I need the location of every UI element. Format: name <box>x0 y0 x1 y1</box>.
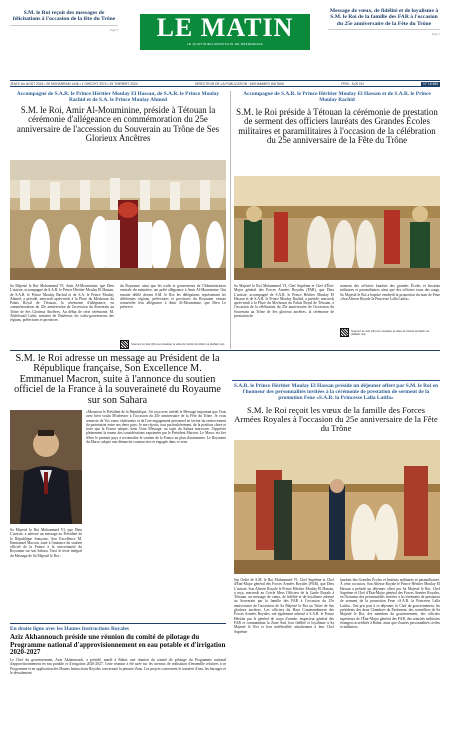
qr-note: Scannez le code QR pour visualiser la vidéo de l'article de Matin.ma (leMatin.ma) <box>131 343 225 346</box>
column-divider <box>230 91 231 349</box>
macron-body: «Monsieur le Président de la République, J'ai reçu avec intérêt le Message important que Vous avez bien voulu M'adresser à l'occasion du 25e anniversaire de la Fête du Trône. Je vous remercie de Vos vœux chaleureux et de l'ore engagement personnel en faveur du renforcement du partenariat entre nos deux pays. Je me réjouis, tout particulièrement, de la position claire et forte que la France adopte, dans Votre Message, au sujet du Sahara marocain. J'apprécie pleinement la teneur des considérations exprimées par le Président Macron. Le Maroc est fier d'être le premier pays à reconnaître le soutien de la France au plan d'autonomie. Le Royaume du Maroc adopte une démarche constructive et engagée dans ce sens. <box>86 410 226 445</box>
macron-caption: Sa Majesté le Roi Mohammed VI, que Dieu L'assiste, a adressé un message au Président de la République française, Son Excellence M. Emmanuel Macron, suite à l'annonce du soutien officiel de la France à la souveraineté du Royaume sur son Sahara. Voici le texte intégral du Message de Sa Majesté le Roi : <box>10 528 82 558</box>
left-article-qr[interactable] <box>120 340 226 349</box>
left-article-body-1: Sa Majesté le Roi Mohammed VI, Amir Al-Mouminine, que Dieu L'assiste, accompagné de S.A.R. le Prince Héritier Moulay El Hassan, de S.A.R. le Prince Moulay Rachid et de S.A. le Prince Moulay Ahmed, a présidé, mercredi après-midi à la Place du Mechouar du Palais Royal de Tétouan, la cérémonie d'allégeance, en commémoration du 25e anniversaire de l'accession du Souverain au Trône de Ses Glorieux Ancêtres. Au début de cette cérémonie, M. Abdelouafi Laftit, ministre de l'Intérieur, les walis-gouverneurs des régions, préfectures et provinces <box>10 284 114 323</box>
families-body-1: Sur Ordre de S.M. le Roi Mohammed VI, Chef Suprême et Chef d'État-Major général des Forces Armées Royales (FAR), que Dieu L'assiste, Son Altesse Royale le Prince Héritier Moulay El Hassan, a reçu, mercredi au Cercle Mess Officiers de la Garde Royale à Tétouan, un message de vœux, de fidélité et de loyalisme adressé au Souverain par la famille des FAR à l'occasion du 25e anniversaire de l'accession de Sa Majesté le Roi au Trône de Ses glorieux ancêtres. Les officiers du Haut Commandement des Forces Armées Royales, ont également adressé à S.A.R. le Prince Héritier par le général de corps d'armée, inspecteur général des FAR et commandant la Zone Sud, leur fidélité et loyalisme à Sa Majesté le Roi et leur indéfectible attachement à leur Chef Suprême <box>234 578 334 634</box>
right-teaser-page: Page 5 <box>328 29 440 37</box>
macron-headline[interactable]: S.M. le Roi adresse un message au Président de la République française, Son Excellence M. Emmanuel Macron, suite à l'annonce du soutien officiel de la France à la souveraineté du Royaume sur son Sahara <box>14 353 221 406</box>
masthead <box>10 6 440 68</box>
families-headline[interactable]: S.M. le Roi reçoit les vœux de la famille des Forces Armées Royales à l'occasion du 25e anniversaire de la Fête du Trône <box>234 405 438 433</box>
qr-note-2: Scannez le code QR pour visualiser la vidéo de l'article de Matin.ma (leMatin.ma) <box>351 329 430 336</box>
ai-kicker: En droite ligne avec les Hautes Instructions Royales <box>10 626 129 632</box>
left-article-photo <box>10 160 226 280</box>
logo-tagline: LE QUOTIDIEN MAROCAIN DE RÉFÉRENCE <box>186 42 264 46</box>
qr-code-icon <box>340 328 349 337</box>
families-kicker: S.A.R. le Prince Héritier Moulay El Hassan préside un déjeuner offert par S.M. le Roi en l'honneur des personnalités invitées à la cérémonie de prestation de serment de la promotion Feue «S.A.R. la Princesse Lalla Latifa» <box>234 383 438 402</box>
ai-headline[interactable]: Aziz Akhannouch préside une réunion du comité de pilotage du Programme national d'approvisionnement en eau potable et d'irrigation 2020-2027 <box>10 633 226 657</box>
right-article-body-1: Sa Majesté le Roi Mohammed VI, Chef Suprême et Chef d'État-Major général des Forces Armées Royales (FAR), que Dieu L'assiste, accompagné de S.A.R. le Prince Héritier Moulay El Hassan et de S.A.R. le Prince Moulay Rachid, a présidé, mercredi après-midi à la Place du Mechouar du Palais Royal de Tétouan, à l'occasion de la célébration du 25e anniversaire de l'accession du Souverain au Trône de Ses glorieux ancêtres, la cérémonie de prestation de <box>234 284 334 319</box>
left-article-kicker: Accompagné de S.A.R. le Prince Héritier Moulay El Hassan, de S.A.R. le Prince Moulay Rachid et de S.A. le Prince Moulay Ahmed <box>16 91 220 104</box>
families-photo <box>234 440 440 574</box>
logo-text: LE MATIN <box>156 13 294 42</box>
price: PRIX : 5,00 DH <box>341 81 364 86</box>
director: DIRECTEUR DE LA PUBLICATION : MOHAMMED HAITAMI <box>195 81 284 86</box>
issue-number: N° 18 589 <box>423 81 438 86</box>
logo[interactable] <box>140 14 310 50</box>
right-article-body-2: serment des officiers lauréats des grandes Écoles et Instituts militaires et paramilitaires ainsi que des officiers issus des rangs. Sa Majesté le Roi a baptisé vendredi la promotion du nom de Feue «Son Altesse Royale la Princesse Lalla Latifa». <box>340 284 440 301</box>
qr-code-icon <box>120 340 129 349</box>
right-article-headline[interactable]: S.M. le Roi préside à Tétouan la cérémonie de prestation de serment des officiers lauréats des Grandes Écoles militaires et paramilitaires à l'occasion de la célébration du 25e anniversaire de la Fête du Trône <box>236 107 438 146</box>
bottom-divider <box>10 623 226 624</box>
families-body-2: lauréats des Grandes Écoles et Instituts militaires et paramilitaires. À cette occasion, Son Altesse Royale le Prince Héritier Moulay El Hassan a présidé un déjeuner offert par Sa Majesté le Roi, Chef Suprême et Chef d'État-Major général des Forces Armées Royales, en l'honneur des personnalités invitées à la cérémonie de prestation de serment de la promotion Feue «S.A.R. la Princesse Lalla Latifa». Ont pris part à ce déjeuner, le Chef du gouvernement, les présidents des deux Chambres du Parlement, des conseillers de Sa Majesté le Roi, des membres du gouvernement, des officiers supérieurs de l'État-Major général des FAR, des attachés militaires étrangers accrédités à Rabat, ainsi que d'autres personnalités civiles et militaires. <box>340 578 440 630</box>
left-article-headline[interactable]: S.M. le Roi, Amir Al-Mouminine, préside à Tétouan la cérémonie d'allégeance en commémoration du 25e anniversaire de l'accession du Souverain au Trône de Ses Glorieux Ancêtres <box>16 105 220 144</box>
left-teaser[interactable] <box>10 10 118 33</box>
right-teaser[interactable] <box>328 8 440 38</box>
right-article-photo <box>234 176 440 280</box>
section-divider <box>10 350 440 351</box>
right-article-qr[interactable] <box>340 328 440 337</box>
dateline: JEUDI 1er AOÛT 2024 • 26 MOHARRAM 1446 • 1 GHECHT 2974 • 25 THIRRIRT 2024 <box>10 81 138 86</box>
ai-body: Le Chef du gouvernement, Aziz Akhannouch, a présidé, mardi à Rabat, une réunion du comité de pilotage du Programme national d'approvisionnement en eau potable et d'irrigation 2020-2027. Cette réunion a été axée sur les niveaux de réalisation d'ensemble relatives à ce Programme et en application des Hautes Instructions Royales concernant la pénurie d'eau. Les projets concernent le transfert d'eau, les barrages et le dessalement. <box>10 658 226 675</box>
right-article-kicker: Accompagné de S.A.R. le Prince Héritier Moulay El Hassan et de S.A.R. le Prince Moulay Rachid <box>243 91 431 104</box>
left-teaser-page: Page 3 <box>10 25 118 33</box>
macron-photo <box>10 410 82 524</box>
left-teaser-text: S.M. le Roi reçoit des messages de félicitations à l'occasion de la fête du Trône <box>12 10 116 23</box>
right-teaser-text: Message de vœux, de fidélité et de loyalisme à S.M. le Roi de la famille des FAR à l'occasion du 25e anniversaire de la Fête du Trône <box>329 8 439 27</box>
dateline-bar <box>10 80 440 87</box>
left-article-body-2: du Royaume, ainsi que les walis et gouverneurs de l'Administration centrale du ministère, ont prêté allégeance à Amir Al-Mouminine. Ont ensuite défilé devant S.M. le Roi les délégations représentant les différentes régions, préfectures et provinces du Royaume venues renouveler leur allégeance à Amir Al-Mouminine, que Dieu Le préserve. <box>120 284 226 310</box>
